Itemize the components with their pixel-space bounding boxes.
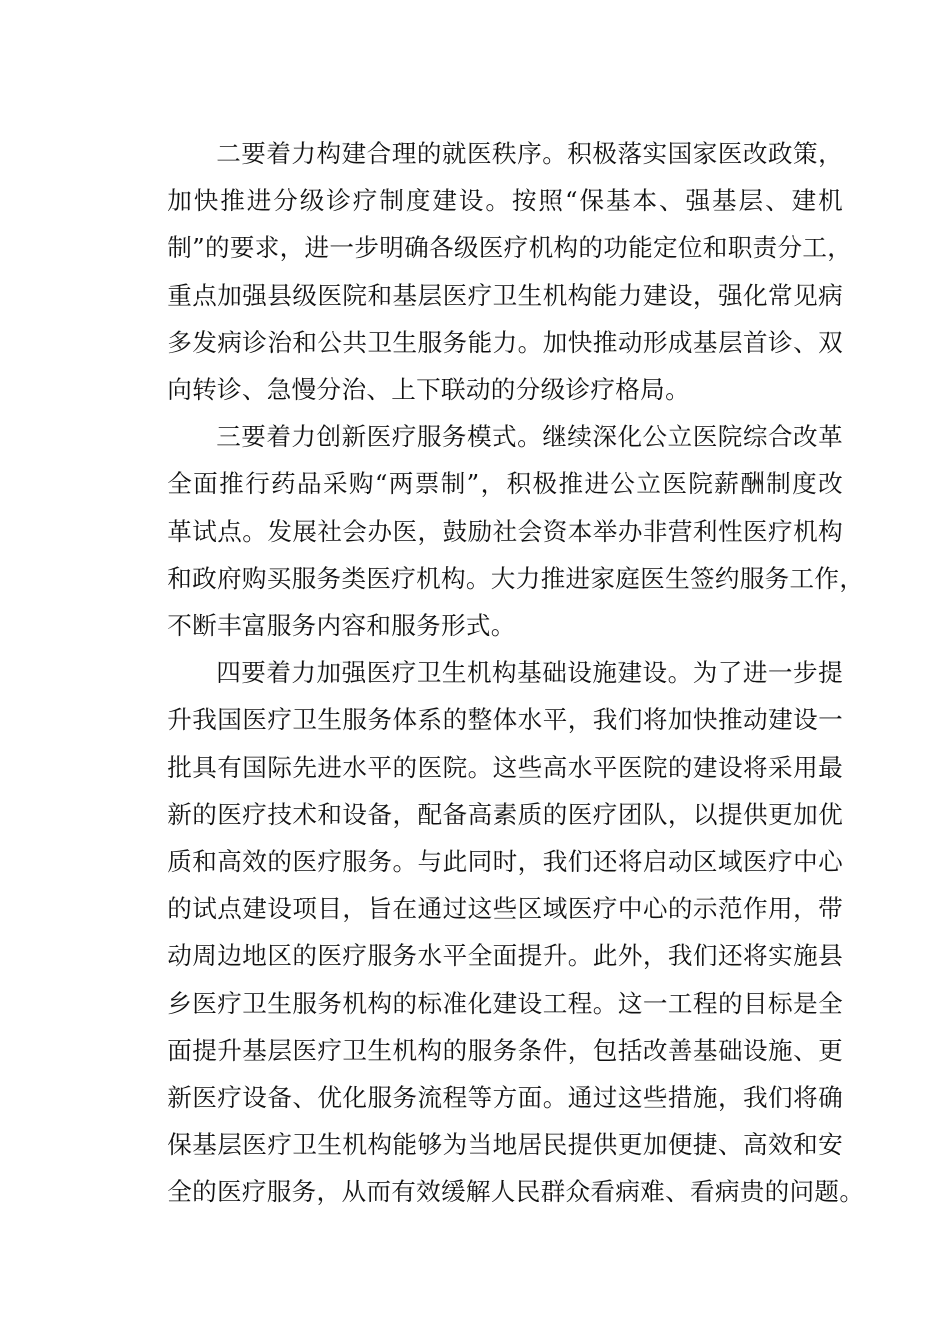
text-line: 制”的要求，进一步明确各级医疗机构的功能定位和职责分工， <box>167 233 853 263</box>
text-line: 新医疗设备、优化服务流程等方面。通过这些措施，我们将确 <box>167 1083 843 1113</box>
paragraph-medical-order <box>118 130 853 413</box>
paragraph-service-model <box>118 413 865 649</box>
text-line: 批具有国际先进水平的医院。这些高水平医院的建设将采用最 <box>167 752 843 782</box>
text-line: 重点加强县级医院和基层医疗卫生机构能力建设，强化常见病 <box>167 280 843 310</box>
text-line: 全的医疗服务，从而有效缓解人民群众看病难、看病贵的问题。 <box>167 1177 865 1207</box>
text-line: 新的医疗技术和设备，配备高素质的医疗团队，以提供更加优 <box>167 799 843 829</box>
text-line: 全面推行药品采购“两票制”，积极推进公立医院薪酬制度改 <box>167 469 843 499</box>
text-line: 革试点。发展社会办医，鼓励社会资本举办非营利性医疗机构 <box>167 516 843 546</box>
text-line: 四要着力加强医疗卫生机构基础设施建设。为了进一步提 <box>216 658 843 688</box>
text-line: 向转诊、急慢分治、上下联动的分级诊疗格局。 <box>167 375 690 405</box>
text-line: 三要着力创新医疗服务模式。继续深化公立医院综合改革 <box>216 422 843 452</box>
text-line: 面提升基层医疗卫生机构的服务条件，包括改善基础设施、更 <box>167 1035 843 1065</box>
text-line: 质和高效的医疗服务。与此同时，我们还将启动区域医疗中心 <box>167 847 843 877</box>
text-line: 不断丰富服务内容和服务形式。 <box>167 611 516 641</box>
document-body <box>118 130 865 1216</box>
text-line: 乡医疗卫生服务机构的标准化建设工程。这一工程的目标是全 <box>167 988 843 1018</box>
paragraph-infrastructure <box>118 649 865 1215</box>
text-line: 和政府购买服务类医疗机构。大力推进家庭医生签约服务工作， <box>167 563 865 593</box>
text-line: 升我国医疗卫生服务体系的整体水平，我们将加快推动建设一 <box>167 705 843 735</box>
text-line: 加快推进分级诊疗制度建设。按照“保基本、强基层、建机 <box>167 186 843 216</box>
text-line: 二要着力构建合理的就医秩序。积极落实国家医改政策， <box>216 139 843 168</box>
text-line: 保基层医疗卫生机构能够为当地居民提供更加便捷、高效和安 <box>167 1130 843 1160</box>
text-line: 多发病诊治和公共卫生服务能力。加快推动形成基层首诊、双 <box>167 327 843 357</box>
text-line: 动周边地区的医疗服务水平全面提升。此外，我们还将实施县 <box>167 941 843 971</box>
text-line: 的试点建设项目，旨在通过这些区域医疗中心的示范作用，带 <box>167 894 843 924</box>
